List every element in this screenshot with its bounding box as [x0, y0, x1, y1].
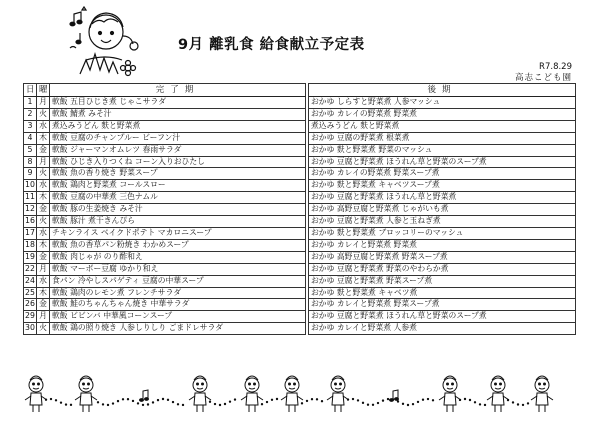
child-with-music-notes-icon	[66, 2, 160, 82]
cell-day: 2	[24, 108, 37, 120]
dancing-characters-border-icon	[22, 372, 578, 418]
cell-kouki: おかゆ カレイと野菜煮 野菜煮	[309, 239, 576, 251]
cell-day: 12	[24, 204, 37, 216]
table-row	[24, 263, 576, 275]
page-title: 9月 離乳食 給食献立予定表	[178, 37, 365, 53]
cell-day: 4	[24, 132, 37, 144]
cell-kanryou: 軟飯 ビビンバ 中華風コーンスープ	[50, 311, 306, 323]
cell-weekday: 木	[37, 132, 50, 144]
column-header-weekday: 曜	[37, 84, 50, 97]
cell-kanryou: 軟飯 鯖煮 みそ汁	[50, 108, 306, 120]
cell-kanryou: 軟飯 肉じゃが のり酢和え	[50, 251, 306, 263]
cell-kouki: おかゆ 麩と野菜煮 キャベツスープ煮	[309, 180, 576, 192]
cell-kanryou: 軟飯 鶏肉と野菜煮 コールスロー	[50, 180, 306, 192]
cell-kanryou: 軟飯 豆腐の中華煮 三色ナムル	[50, 192, 306, 204]
cell-day: 30	[24, 323, 37, 335]
cell-day: 8	[24, 156, 37, 168]
cell-kouki: おかゆ 豆腐と野菜煮 人参と玉ねぎ煮	[309, 216, 576, 228]
menu-table-body	[24, 97, 576, 335]
cell-day: 22	[24, 263, 37, 275]
table-row	[24, 227, 576, 239]
cell-weekday: 火	[37, 168, 50, 180]
cell-weekday: 金	[37, 144, 50, 156]
cell-day: 11	[24, 192, 37, 204]
cell-weekday: 水	[37, 227, 50, 239]
cell-kouki: おかゆ 高野豆腐と野菜煮 じゃがいも煮	[309, 204, 576, 216]
cell-kouki: 煮込みうどん 麩と野菜煮	[309, 120, 576, 132]
column-header-kanryou: 完了期	[50, 84, 306, 97]
cell-kanryou: 軟飯 豚の生姜焼き みそ汁	[50, 204, 306, 216]
table-row	[24, 132, 576, 144]
column-header-day: 日	[24, 84, 37, 97]
cell-day: 1	[24, 97, 37, 109]
cell-kanryou: 食パン 冷やしスパゲティ 豆腐の中華スープ	[50, 275, 306, 287]
cell-kanryou: 軟飯 ひじき入りつくね コーン入りおひたし	[50, 156, 306, 168]
cell-day: 3	[24, 120, 37, 132]
table-row	[24, 204, 576, 216]
table-row	[24, 144, 576, 156]
cell-kanryou: 軟飯 五目ひじき煮 じゃこサラダ	[50, 97, 306, 109]
cell-weekday: 火	[37, 108, 50, 120]
cell-weekday: 月	[37, 156, 50, 168]
cell-kouki: おかゆ カレイの野菜煮 野菜スープ煮	[309, 168, 576, 180]
cell-day: 26	[24, 299, 37, 311]
cell-weekday: 月	[37, 311, 50, 323]
cell-day: 19	[24, 251, 37, 263]
cell-kanryou: 煮込みうどん 麩と野菜煮	[50, 120, 306, 132]
cell-kouki: おかゆ 豆腐と野菜煮 ほうれん草と野菜のスープ煮	[309, 311, 576, 323]
cell-day: 25	[24, 287, 37, 299]
cell-weekday: 金	[37, 299, 50, 311]
cell-kouki: おかゆ しらすと野菜煮 人参マッシュ	[309, 97, 576, 109]
cell-kanryou: 軟飯 鮭のちゃんちゃん焼き 中華サラダ	[50, 299, 306, 311]
table-row	[24, 180, 576, 192]
menu-table	[23, 83, 576, 335]
issue-date: R7.8.29	[539, 62, 572, 72]
table-row	[24, 97, 576, 109]
cell-kouki: おかゆ カレイの野菜煮 野菜煮	[309, 108, 576, 120]
cell-weekday: 水	[37, 275, 50, 287]
table-header-row	[24, 84, 576, 97]
cell-day: 24	[24, 275, 37, 287]
table-row	[24, 311, 576, 323]
cell-kouki: おかゆ カレイと野菜煮 野菜スープ煮	[309, 299, 576, 311]
cell-kanryou: 軟飯 鶏肉のレモン煮 フレンチサラダ	[50, 287, 306, 299]
table-row	[24, 275, 576, 287]
cell-day: 10	[24, 180, 37, 192]
cell-weekday: 金	[37, 204, 50, 216]
cell-day: 9	[24, 168, 37, 180]
cell-kouki: おかゆ 麩と野菜煮 野菜のマッシュ	[309, 144, 576, 156]
cell-weekday: 火	[37, 216, 50, 228]
cell-weekday: 木	[37, 192, 50, 204]
table-row	[24, 251, 576, 263]
cell-weekday: 火	[37, 323, 50, 335]
table-row	[24, 168, 576, 180]
cell-kouki: おかゆ カレイと野菜煮 人参煮	[309, 323, 576, 335]
table-row	[24, 299, 576, 311]
cell-weekday: 月	[37, 97, 50, 109]
cell-day: 5	[24, 144, 37, 156]
cell-kanryou: 軟飯 ジャーマンオムレツ 春雨サラダ	[50, 144, 306, 156]
cell-day: 18	[24, 239, 37, 251]
cell-kanryou: 軟飯 魚の香り焼き 野菜スープ	[50, 168, 306, 180]
cell-kouki: おかゆ 豆腐と野菜煮 野菜のやわらか煮	[309, 263, 576, 275]
cell-kouki: おかゆ 豆腐の野菜煮 根菜煮	[309, 132, 576, 144]
table-row	[24, 323, 576, 335]
cell-kouki: おかゆ 麩と野菜煮 ブロッコリーのマッシュ	[309, 227, 576, 239]
cell-weekday: 水	[37, 120, 50, 132]
cell-kanryou: 軟飯 魚の香草パン粉焼き わかめスープ	[50, 239, 306, 251]
cell-kanryou: 軟飯 鶏の照り焼き 人参しりしり ごまドレサラダ	[50, 323, 306, 335]
cell-kanryou: 軟飯 豆腐のチャンプルー ビーフン汁	[50, 132, 306, 144]
cell-kanryou: チキンライス ベイクドポテト マカロニスープ	[50, 227, 306, 239]
organization-name: 高志こども園	[514, 73, 572, 83]
table-row	[24, 120, 576, 132]
cell-weekday: 金	[37, 251, 50, 263]
table-row	[24, 108, 576, 120]
cell-kanryou: 軟飯 マーボー豆腐 ゆかり和え	[50, 263, 306, 275]
cell-weekday: 月	[37, 263, 50, 275]
cell-kouki: おかゆ 豆腐と野菜煮 ほうれん草と野菜のスープ煮	[309, 156, 576, 168]
table-row	[24, 287, 576, 299]
cell-weekday: 木	[37, 287, 50, 299]
cell-weekday: 木	[37, 239, 50, 251]
cell-weekday: 水	[37, 180, 50, 192]
column-header-kouki: 後期	[309, 84, 576, 97]
cell-kouki: おかゆ 麩と野菜煮 キャベツ煮	[309, 287, 576, 299]
table-row	[24, 216, 576, 228]
cell-kouki: おかゆ 高野豆腐と野菜煮 野菜スープ煮	[309, 251, 576, 263]
table-row	[24, 156, 576, 168]
cell-kouki: おかゆ 豆腐と野菜煮 ほうれん草と野菜煮	[309, 192, 576, 204]
cell-day: 17	[24, 227, 37, 239]
table-row	[24, 192, 576, 204]
table-row	[24, 239, 576, 251]
cell-kanryou: 軟飯 豚汁 煮干きんぴら	[50, 216, 306, 228]
cell-day: 16	[24, 216, 37, 228]
cell-day: 29	[24, 311, 37, 323]
cell-kouki: おかゆ 豆腐と野菜煮 野菜スープ煮	[309, 275, 576, 287]
